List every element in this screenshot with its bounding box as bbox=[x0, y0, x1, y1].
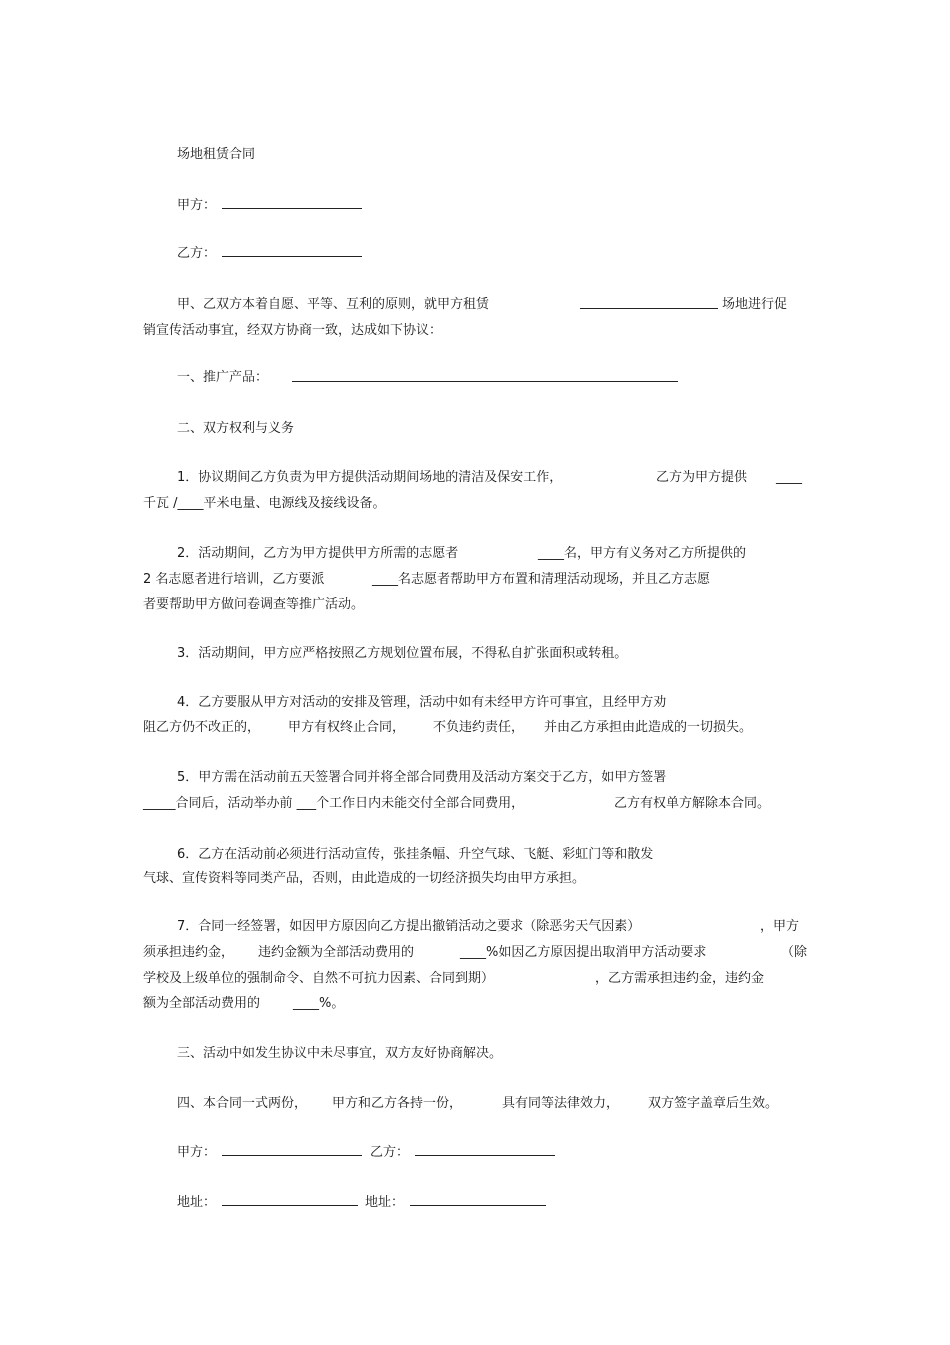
address-party-a-label: 地址： bbox=[177, 1195, 217, 1210]
address-party-a-blank bbox=[222, 1193, 358, 1206]
section-1-label: 一、推广产品： bbox=[177, 370, 269, 385]
item-7-line-2a: 须承担违约金， bbox=[143, 945, 235, 960]
item-2-line-2b: ____名志愿者帮助甲方布置和清理活动现场，并且乙方志愿 bbox=[372, 572, 711, 587]
item-2-line-2a: 2 名志愿者进行培训，乙方要派 bbox=[143, 572, 325, 587]
item-2-line-3: 者要帮助甲方做问卷调查等推广活动。 bbox=[143, 597, 365, 612]
intro-line-1a: 甲、乙双方本着自愿、平等、互利的原则，就甲方租赁 bbox=[177, 297, 490, 312]
section-4d: 双方签字盖章后生效。 bbox=[648, 1096, 779, 1111]
party-b-line bbox=[177, 244, 362, 263]
item-7-line-4b: ____%。 bbox=[293, 996, 345, 1011]
signature-party-b bbox=[370, 1143, 555, 1162]
product-blank bbox=[292, 369, 678, 382]
address-party-a bbox=[177, 1193, 358, 1212]
item-4-line-2b: 甲方有权终止合同， bbox=[288, 720, 406, 735]
party-b-blank bbox=[222, 244, 362, 257]
item-6-line-2: 气球、宣传资料等同类产品，否则，由此造成的一切经济损失均由甲方承担。 bbox=[143, 871, 586, 886]
item-4-line-2a: 阻乙方仍不改正的， bbox=[143, 720, 261, 735]
item-7-line-2d: （除 bbox=[781, 945, 808, 960]
item-7-line-1b: ，甲方 bbox=[760, 919, 800, 934]
address-party-b bbox=[365, 1193, 546, 1212]
item-5-line-2b: 乙方有权单方解除本合同。 bbox=[614, 796, 771, 811]
party-b-label: 乙方： bbox=[177, 246, 217, 261]
item-1-line-1a: 1．协议期间乙方负责为甲方提供活动期间场地的清洁及保安工作， bbox=[177, 470, 563, 485]
item-7-line-4a: 额为全部活动费用的 bbox=[143, 996, 261, 1011]
signature-party-b-label: 乙方： bbox=[370, 1145, 410, 1160]
address-party-b-label: 地址： bbox=[365, 1195, 405, 1210]
item-5-line-2a: _____合同后，活动举办前 ___个工作日内未能交付全部合同费用， bbox=[143, 796, 525, 811]
section-2-heading: 二、双方权利与义务 bbox=[177, 421, 295, 436]
item-4-line-1: 4．乙方要服从甲方对活动的安排及管理，活动中如有未经甲方许可事宜，且经甲方劝 bbox=[177, 695, 667, 710]
section-4a: 四、本合同一式两份， bbox=[177, 1096, 308, 1111]
item-7-line-1a: 7．合同一经签署，如因甲方原因向乙方提出撤销活动之要求（除恶劣天气因素） bbox=[177, 919, 641, 934]
party-a-label: 甲方： bbox=[177, 198, 217, 213]
item-4-line-2c: 不负违约责任， bbox=[433, 720, 525, 735]
item-2-line-1a: 2．活动期间，乙方为甲方提供甲方所需的志愿者 bbox=[177, 546, 459, 561]
section-4c: 具有同等法律效力， bbox=[502, 1096, 620, 1111]
section-3: 三、活动中如发生协议中未尽事宜，双方友好协商解决。 bbox=[177, 1046, 503, 1061]
party-a-blank bbox=[222, 196, 362, 209]
item-6-line-1: 6．乙方在活动前必须进行活动宣传，张挂条幅、升空气球、飞艇、彩虹门等和散发 bbox=[177, 847, 654, 862]
party-a-line bbox=[177, 196, 362, 215]
item-7-line-2b: 违约金额为全部活动费用的 bbox=[258, 945, 415, 960]
address-party-b-blank bbox=[410, 1193, 546, 1206]
item-1-line-1b: 乙方为甲方提供 bbox=[656, 470, 748, 485]
signature-party-b-blank bbox=[415, 1143, 555, 1156]
section-1-line bbox=[177, 369, 268, 387]
signature-party-a-blank bbox=[222, 1143, 362, 1156]
item-5-line-1: 5．甲方需在活动前五天签署合同并将全部合同费用及活动方案交于乙方，如甲方签署 bbox=[177, 770, 667, 785]
venue-blank bbox=[580, 296, 718, 309]
document-title: 场地租赁合同 bbox=[177, 147, 256, 162]
section-4b: 甲方和乙方各持一份， bbox=[332, 1096, 463, 1111]
item-2-line-1b: ____名，甲方有义务对乙方所提供的 bbox=[538, 546, 747, 561]
item-7-line-3a: 学校及上级单位的强制命令、自然不可抗力因素、合同到期） bbox=[143, 971, 495, 986]
item-7-line-2c: ____%如因乙方原因提出取消甲方活动要求 bbox=[460, 945, 707, 960]
item-1-line-1c: ____ bbox=[776, 470, 802, 485]
item-7-line-3b: ，乙方需承担违约金，违约金 bbox=[595, 971, 765, 986]
intro-line-2: 销宣传活动事宜，经双方协商一致，达成如下协议： bbox=[143, 323, 443, 338]
signature-party-a bbox=[177, 1143, 362, 1162]
signature-party-a-label: 甲方： bbox=[177, 1145, 217, 1160]
intro-line-1b: 场地进行促 bbox=[722, 297, 788, 312]
item-1-line-2: 千瓦 /____平米电量、电源线及接线设备。 bbox=[143, 496, 386, 511]
item-4-line-2d: 并由乙方承担由此造成的一切损失。 bbox=[544, 720, 753, 735]
item-3: 3．活动期间，甲方应严格按照乙方规划位置布展，不得私自扩张面积或转租。 bbox=[177, 646, 628, 661]
